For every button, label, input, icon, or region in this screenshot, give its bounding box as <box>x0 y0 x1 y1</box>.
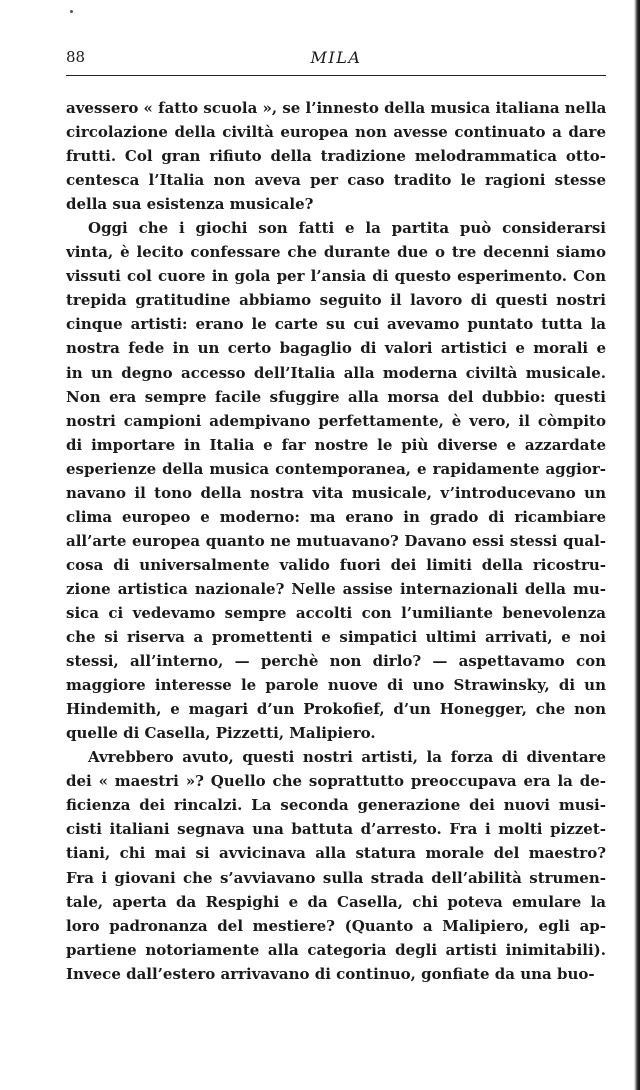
text-line: sica ci vedevamo sempre accolti con l’umiliante benevolenza <box>66 603 606 622</box>
text-line: maggiore interesse le parole nuove di uno Strawinsky, di un <box>66 676 606 695</box>
page-edge-shadow <box>634 0 640 1090</box>
text-line: tale, aperta da Respighi e da Casella, chi poteva emulare la <box>66 892 606 911</box>
text-line: di importare in Italia e far nostre le più diverse e azzardate <box>66 435 606 454</box>
text-line: vinta, è lecito confessare che durante due o tre decenni siamo <box>66 243 606 262</box>
text-line: della sua esistenza musicale? <box>66 195 314 214</box>
text-line: partiene notoriamente alla categoria degli artisti inimitabili). <box>66 940 606 959</box>
text-line: avessero « fatto scuola », se l’innesto della musica italiana nella <box>66 99 606 117</box>
text-line: loro padronanza del mestiere? (Quanto a Malipiero, egli ap- <box>66 916 606 935</box>
text-line: quelle di Casella, Pizzetti, Malipiero. <box>66 724 376 743</box>
header-rule <box>66 75 606 76</box>
text-line: dei « maestri »? Quello che soprattutto preoccupava era la de- <box>66 772 606 791</box>
text-line: frutti. Col gran rifiuto della tradizione melodrammatica otto- <box>66 147 606 166</box>
page-number: 88 <box>66 48 86 66</box>
text-line: esperienze della musica contemporanea, e rapidamente aggior- <box>66 459 606 478</box>
body-text <box>66 96 606 986</box>
text-line: ficienza dei rincalzi. La seconda generazione dei nuovi musi- <box>66 796 606 815</box>
text-line: cinque artisti: erano le carte su cui avevamo puntato tutta la <box>66 315 606 334</box>
text-line: clima europeo e moderno: ma erano in grado di ricambiare <box>66 507 606 526</box>
text-line: circolazione della civiltà europea non avesse continuato a dare <box>66 123 606 142</box>
text-line: tiani, chi mai si avvicinava alla statura morale del maestro? <box>66 844 606 863</box>
running-title: MILA <box>310 48 362 67</box>
text-line: nostra fede in un certo bagaglio di valori artistici e morali e <box>66 339 606 358</box>
text-line: Fra i giovani che s’avviavano sulla strada dell’abilità strumen- <box>66 868 606 887</box>
text-line: stessi, all’interno, — perchè non dirlo? — aspettavamo con <box>66 652 606 671</box>
paragraph <box>66 745 606 985</box>
paragraph <box>66 96 606 216</box>
text-line: all’arte europea quanto ne mutuavano? Davano essi stessi qual- <box>66 531 606 550</box>
text-line: navano il tono della nostra vita musicale, v’introducevano un <box>66 483 606 502</box>
scan-speck <box>70 10 73 13</box>
text-line: in un degno accesso dell’Italia alla moderna civiltà musicale. <box>66 363 606 382</box>
text-line: Non era sempre facile sfuggire alla morsa del dubbio: questi <box>66 387 606 406</box>
text-line: cisti italiani segnava una battuta d’arresto. Fra i molti pizzet- <box>66 820 606 839</box>
paragraph <box>66 216 606 745</box>
text-line: nostri campioni adempivano perfettamente, è vero, il còmpito <box>66 411 606 430</box>
text-line: trepida gratitudine abbiamo seguito il lavoro di questi nostri <box>66 291 606 310</box>
text-line: Invece dall’estero arrivavano di continuo, gonfiate da una buo- <box>66 964 595 983</box>
text-line: Avrebbero avuto, questi nostri artisti, la forza di diventare <box>88 748 606 767</box>
text-line: che si riserva a promettenti e simpatici ultimi arrivati, e noi <box>66 628 606 647</box>
page-header <box>66 48 606 72</box>
text-line: vissuti col cuore in gola per l’ansia di questo esperimento. Con <box>66 267 606 286</box>
text-line: Hindemith, e magari d’un Prokofief, d’un Honegger, che non <box>66 700 606 719</box>
text-line: zione artistica nazionale? Nelle assise internazionali della mu- <box>66 579 606 598</box>
text-line: Oggi che i giochi son fatti e la partita può considerarsi <box>88 219 606 238</box>
text-line: cosa di universalmente valido fuori dei limiti della ricostru- <box>66 555 606 574</box>
text-line: centesca l’Italia non aveva per caso tradito le ragioni stesse <box>66 171 606 190</box>
